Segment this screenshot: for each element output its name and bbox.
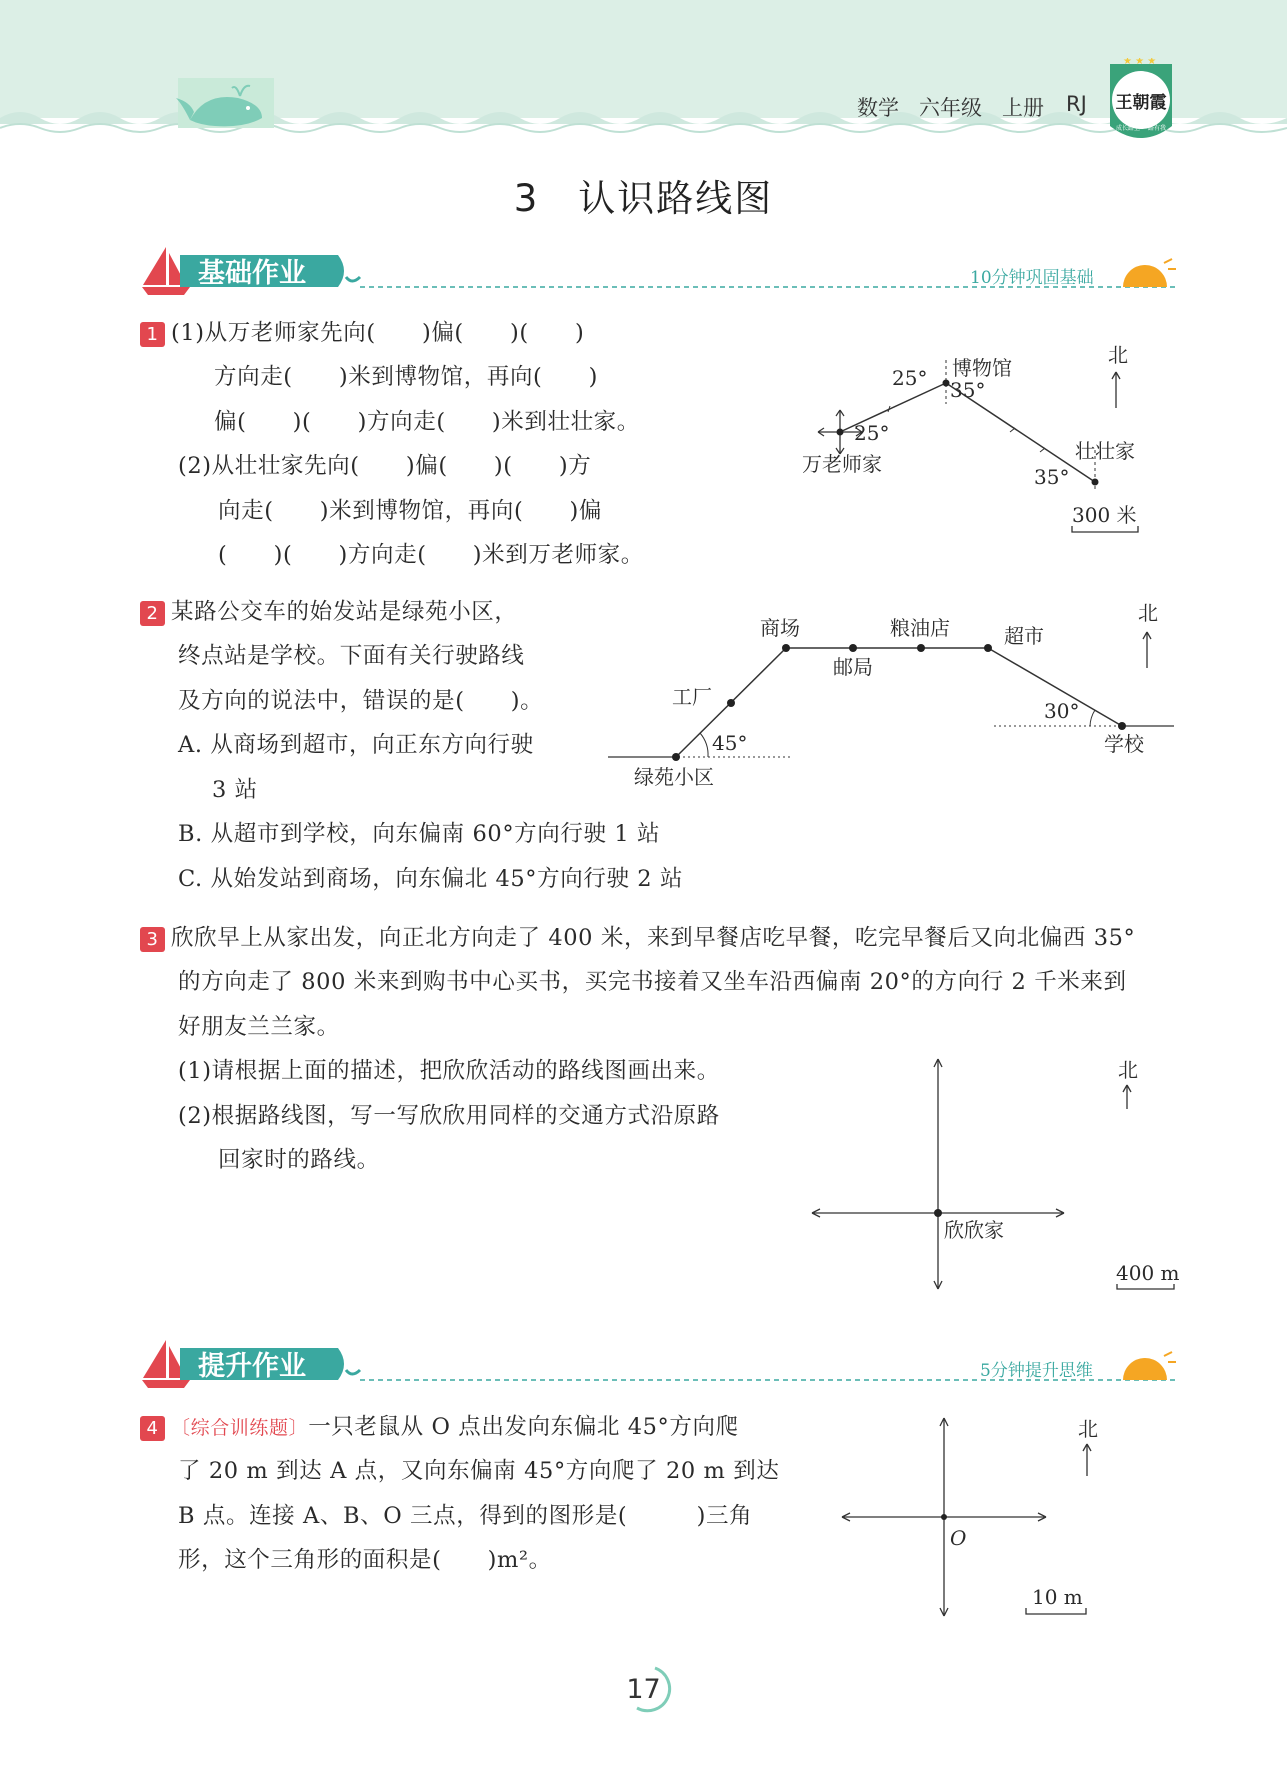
north-label: 北 (1078, 1417, 1098, 1441)
q4-line-4: 形，这个三角形的面积是( )m²。 (178, 1547, 552, 1573)
section-label-basic: 基础作业 (198, 258, 306, 289)
label-grain: 粮油店 (890, 616, 950, 640)
question-4 (140, 1412, 780, 1573)
home-point (934, 1209, 942, 1217)
q2-line-3: 及方向的说法中，错误的是( )。 (178, 688, 544, 714)
label-angle-2: 35° (950, 378, 986, 402)
question-number: 4 (140, 1416, 165, 1441)
label-angle-1: 25° (892, 366, 928, 390)
q1-line-1: (1)从万老师家先向( )偏( )( ) (171, 320, 585, 346)
header-banner (0, 0, 1287, 150)
header-volume: 上册 (1002, 96, 1044, 120)
q4-line-3: B 点。连接 A、B、O 三点，得到的图形是( )三角 (178, 1503, 753, 1529)
label-supermarket: 超市 (1004, 624, 1044, 648)
q1-line-3: 偏( )( )方向走( )米到壮壮家。 (214, 409, 640, 435)
question-number: 3 (140, 927, 165, 952)
north-label: 北 (1108, 343, 1128, 367)
page-number: 17 (626, 1674, 661, 1705)
q1-line-6: ( )( )方向走( )米到万老师家。 (218, 542, 644, 568)
brand-name: 王朝霞 (1115, 93, 1167, 113)
q3-line-1: 欣欣早上从家出发，向正北方向走了 400 米，来到早餐店吃早餐，吃完早餐后又向北偏西 35° (171, 925, 1136, 951)
question-number: 1 (140, 322, 165, 347)
question-2 (140, 597, 684, 892)
q4-line-2: 了 20 m 到达 A 点，又向东偏南 45°方向爬了 20 m 到达 (178, 1458, 780, 1484)
label-post: 邮局 (833, 655, 873, 679)
header-grade: 六年级 (919, 96, 982, 120)
wan-home-point (837, 429, 844, 436)
q4-line-1: 一只老鼠从 O 点出发向东偏北 45°方向爬 (308, 1414, 739, 1440)
label-mall: 商场 (760, 616, 800, 640)
label-factory: 工厂 (672, 685, 712, 709)
q1-line-2: 方向走( )米到博物馆，再向( ) (214, 364, 599, 390)
zhuang-home-point (1092, 479, 1099, 486)
q1-line-4: (2)从壮壮家先向( )偏( )( )方 (178, 453, 592, 479)
label-angle-4: 35° (1034, 465, 1070, 489)
question-3 (140, 923, 1136, 1173)
section-tag-basic: 10分钟巩固基础 (970, 268, 1094, 288)
label-start: 绿苑小区 (634, 765, 714, 789)
label-school: 学校 (1104, 732, 1144, 756)
origin-point (941, 1514, 947, 1520)
q3-part-2-cont: 回家时的路线。 (218, 1147, 380, 1173)
q2-bus-route-diagram (608, 600, 1178, 800)
q1-route-diagram (790, 340, 1190, 540)
q3-part-1: (1)请根据上面的描述，把欣欣活动的路线图画出来。 (178, 1058, 720, 1084)
stop-start (672, 753, 680, 761)
label-angle-3: 25° (854, 421, 890, 445)
brand-logo (1100, 58, 1182, 150)
section-tag-advanced: 5分钟提升思维 (980, 1361, 1093, 1381)
stop-post (849, 644, 857, 652)
header-edition: RJ (1066, 92, 1087, 116)
north-label: 北 (1118, 1058, 1138, 1082)
q4-tag: 〔综合训练题〕 (171, 1417, 309, 1439)
question-number: 2 (140, 601, 165, 626)
stop-supermarket (984, 644, 992, 652)
q3-part-2: (2)根据路线图，写一写欣欣用同样的交通方式沿原路 (178, 1103, 720, 1129)
label-museum: 博物馆 (952, 356, 1012, 380)
q3-line-2: 的方向走了 800 米来到购书中心买书，买完书接着又坐车沿西偏南 20°的方向行 2 千米来到 (178, 969, 1127, 995)
whale-icon (176, 78, 274, 128)
page-title: 3 认识路线图 (513, 177, 774, 220)
scale-label: 10 m (1032, 1585, 1083, 1609)
header-subject: 数学 (857, 96, 899, 120)
svg-text:成长路上 一路有我: 成长路上 一路有我 (1116, 125, 1166, 132)
question-1 (140, 318, 644, 568)
label-angle-45: 45° (712, 731, 748, 755)
stop-grain (917, 644, 925, 652)
section-banner-advanced (138, 1338, 1178, 1388)
scale-label: 400 m (1116, 1261, 1180, 1285)
museum-point (943, 380, 950, 387)
q2-option-c: C. 从始发站到商场，向东偏北 45°方向行驶 2 站 (178, 866, 684, 892)
q2-option-a: A. 从商场到超市，向正东方向行驶 (178, 732, 534, 758)
north-label: 北 (1138, 601, 1158, 625)
stop-school (1118, 722, 1126, 730)
label-home: 欣欣家 (944, 1218, 1004, 1242)
q3-line-3: 好朋友兰兰家。 (178, 1014, 340, 1040)
section-label-advanced: 提升作业 (198, 1351, 306, 1382)
q2-option-a-cont: 3 站 (212, 777, 258, 803)
label-angle-30: 30° (1044, 699, 1080, 723)
section-banner-basic (138, 245, 1178, 295)
label-zhuang-home: 壮壮家 (1075, 439, 1135, 463)
q3-drawing-grid[interactable] (800, 1055, 1190, 1295)
q2-line-2: 终点站是学校。下面有关行驶路线 (178, 643, 525, 669)
stop-factory (727, 699, 735, 707)
q1-line-5: 向走( )米到博物馆，再向( )偏 (218, 498, 603, 524)
label-wan-home: 万老师家 (802, 452, 882, 476)
svg-text:★ ★ ★: ★ ★ ★ (1123, 58, 1157, 67)
stop-mall (782, 644, 790, 652)
q2-line-1: 某路公交车的始发站是绿苑小区， (171, 599, 518, 625)
label-origin: O (950, 1526, 967, 1550)
scale-label: 300 米 (1072, 503, 1137, 527)
q4-drawing-grid[interactable] (830, 1410, 1110, 1628)
q2-option-b: B. 从超市到学校，向东偏南 60°方向行驶 1 站 (178, 821, 661, 847)
